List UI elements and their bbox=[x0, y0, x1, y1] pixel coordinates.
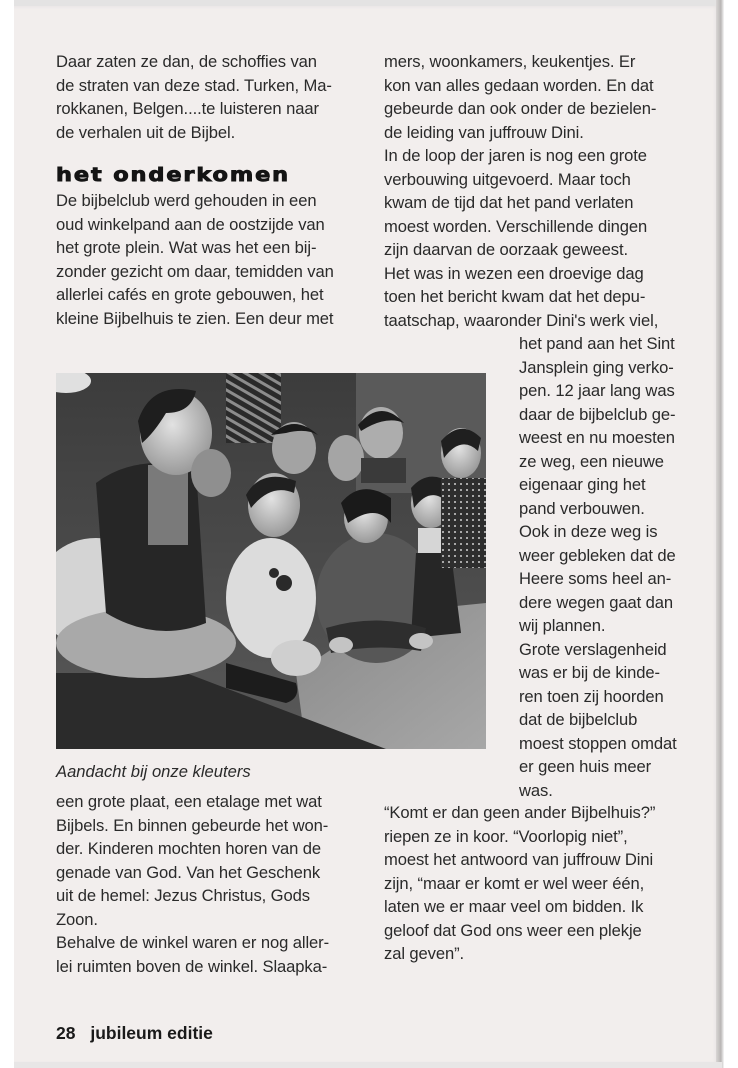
text-line: Zoon. bbox=[56, 909, 98, 929]
text-line: uit de hemel: Jezus Christus, Gods bbox=[56, 886, 310, 905]
text-line: kleine Bijbelhuis te zien. Een deur met bbox=[56, 308, 334, 328]
text-line: De bijbelclub werd gehouden in een bbox=[56, 191, 317, 210]
text-line: toen het bericht kwam dat het depu- bbox=[384, 287, 646, 306]
text-line: de straten van deze stad. Turken, Ma- bbox=[56, 75, 332, 95]
text-line: het grote plein. Wat was het een bij- bbox=[56, 238, 317, 257]
text-line: mers, woonkamers, keukentjes. Er bbox=[384, 52, 636, 71]
photo-children-listening bbox=[56, 373, 486, 749]
text-line: zijn, “maar er komt er wel weer één, bbox=[384, 873, 645, 893]
right-upper-paragraph bbox=[384, 50, 704, 332]
text-line: het pand aan het Sint bbox=[519, 334, 675, 353]
right-lower-paragraph bbox=[384, 801, 704, 966]
text-line: was. bbox=[519, 780, 553, 800]
text-line: rokkanen, Belgen....te luisteren naar bbox=[56, 99, 319, 118]
text-line: de leiding van juffrouw Dini. bbox=[384, 122, 584, 142]
section-heading: het onderkomen bbox=[56, 164, 291, 186]
text-line: Heere soms heel an- bbox=[519, 569, 672, 588]
publication-name: jubileum editie bbox=[90, 1023, 213, 1043]
text-line: moest worden. Verschillende dingen bbox=[384, 216, 648, 236]
text-line: weest en nu moesten bbox=[519, 428, 675, 447]
photo-image bbox=[56, 373, 486, 749]
text-line: riepen ze in koor. “Voorlopig niet”, bbox=[384, 826, 628, 846]
text-line: weer gebleken dat de bbox=[519, 545, 676, 565]
text-line: pen. 12 jaar lang was bbox=[519, 381, 675, 400]
text-line: Jansplein ging verko- bbox=[519, 357, 674, 377]
text-line: lei ruimten boven de winkel. Slaapka- bbox=[56, 956, 328, 976]
scan-bottom-edge bbox=[14, 1062, 722, 1068]
text-line: moest stoppen omdat bbox=[519, 733, 677, 753]
text-line: wij plannen. bbox=[519, 616, 606, 635]
left-lower-paragraph bbox=[56, 790, 376, 978]
text-line: daar de bijbelclub ge- bbox=[519, 404, 676, 424]
text-line: zijn daarvan de oorzaak geweest. bbox=[384, 240, 629, 259]
scan-right-edge bbox=[716, 0, 724, 1068]
text-line: verbouwing uitgevoerd. Maar toch bbox=[384, 169, 631, 189]
text-line: “Komt er dan geen ander Bijbelhuis?” bbox=[384, 803, 656, 822]
text-line: allerlei cafés en grote gebouwen, het bbox=[56, 285, 324, 304]
text-line: ze weg, een nieuwe bbox=[519, 451, 664, 471]
text-line: Het was in wezen een droevige dag bbox=[384, 263, 644, 283]
text-line: In de loop der jaren is nog een grote bbox=[384, 146, 647, 165]
text-line: dat de bijbelclub bbox=[519, 710, 638, 729]
page-number: 28 bbox=[56, 1023, 76, 1043]
text-line: kon van alles gedaan worden. En dat bbox=[384, 75, 654, 95]
left-upper-paragraph bbox=[56, 189, 376, 330]
text-line: ren toen zij hoorden bbox=[519, 686, 664, 706]
text-line: er geen huis meer bbox=[519, 757, 652, 776]
text-line: dere wegen gaat dan bbox=[519, 592, 674, 612]
text-line: was er bij de kinde- bbox=[519, 663, 660, 682]
page-footer bbox=[56, 1023, 213, 1044]
right-wrapped-paragraph bbox=[519, 332, 709, 802]
text-line: zal geven”. bbox=[384, 944, 465, 963]
text-line: pand verbouwen. bbox=[519, 498, 645, 518]
text-line: Bijbels. En binnen gebeurde het won- bbox=[56, 815, 329, 835]
text-line: oud winkelpand aan de oostzijde van bbox=[56, 214, 325, 234]
text-line: Daar zaten ze dan, de schoffies van bbox=[56, 52, 317, 71]
text-line: eigenaar ging het bbox=[519, 475, 646, 494]
text-line: moest het antwoord van juffrouw Dini bbox=[384, 850, 654, 869]
text-line: taatschap, waaronder Dini's werk viel, bbox=[384, 310, 659, 330]
text-line: Ook in deze weg is bbox=[519, 522, 658, 541]
text-line: zonder gezicht om daar, temidden van bbox=[56, 261, 334, 281]
text-line: de verhalen uit de Bijbel. bbox=[56, 122, 236, 142]
text-line: Behalve de winkel waren er nog aller- bbox=[56, 933, 330, 952]
text-line: een grote plaat, een etalage met wat bbox=[56, 792, 322, 811]
text-line: Grote verslagenheid bbox=[519, 639, 667, 659]
text-line: laten we er maar veel om bidden. Ik bbox=[384, 897, 644, 916]
text-line: der. Kinderen mochten horen van de bbox=[56, 839, 322, 858]
photo-caption: Aandacht bij onze kleuters bbox=[56, 762, 251, 781]
text-line: gebeurde dan ook onder de bezielen- bbox=[384, 99, 657, 118]
intro-paragraph bbox=[56, 50, 376, 144]
text-line: geloof dat God ons weer een plekje bbox=[384, 920, 642, 940]
text-line: kwam de tijd dat het pand verlaten bbox=[384, 193, 634, 212]
text-line: genade van God. Van het Geschenk bbox=[56, 862, 321, 882]
